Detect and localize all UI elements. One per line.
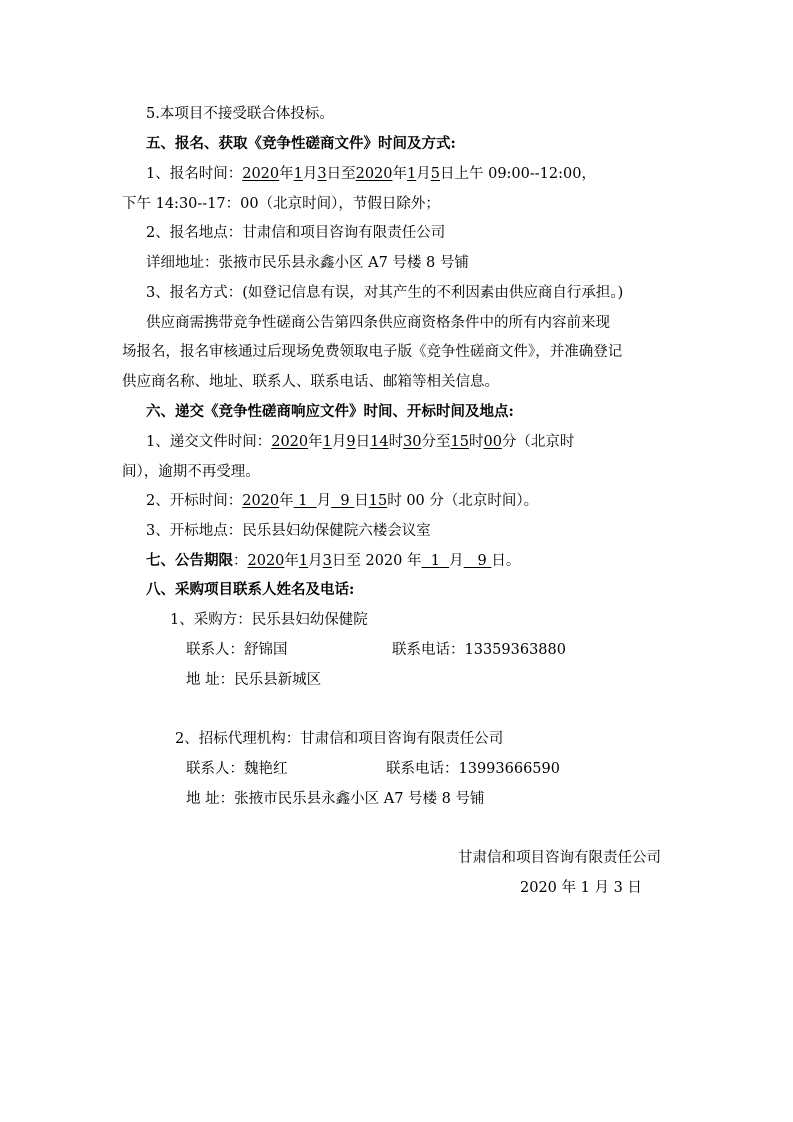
signature-company: 甘肃信和项目咨询有限责任公司 bbox=[458, 850, 661, 866]
reg-start-year: 2020 bbox=[242, 166, 280, 182]
submission-time-line bbox=[146, 432, 574, 452]
announcement-period-line bbox=[146, 551, 520, 571]
hour-char: 时 bbox=[388, 434, 404, 450]
open-month: 1 bbox=[298, 493, 308, 509]
reg-morning-hours: 日上午 09:00--12:00， bbox=[439, 166, 596, 182]
registration-method: 3、报名方式：(如登记信息有误，对其产生的不利因素由供应商自行承担。) bbox=[146, 285, 624, 301]
month-char: 月 bbox=[331, 434, 347, 450]
period-start-year: 2020 bbox=[247, 553, 285, 569]
hour-char: 时 bbox=[468, 434, 484, 450]
registration-time-label: 1、报名时间： bbox=[146, 166, 243, 182]
period-end-month: 1 bbox=[430, 553, 440, 569]
year-char: 年 bbox=[284, 553, 299, 569]
month-char: 月 bbox=[302, 166, 318, 182]
agent-line: 2、招标代理机构：甘肃信和项目咨询有限责任公司 bbox=[175, 731, 504, 747]
day-end-char: 日。 bbox=[491, 553, 521, 569]
agent-address: 地 址：张掖市民乐县永鑫小区 A7 号楼 8 号铺 bbox=[186, 791, 485, 807]
day-char: 日 bbox=[355, 434, 371, 450]
submission-note: 间），逾期不再受理。 bbox=[122, 464, 260, 480]
registration-address: 详细地址：张掖市民乐县永鑫小区 A7 号楼 8 号铺 bbox=[146, 255, 469, 271]
section-6-heading: 六、递交《竞争性磋商响应文件》时间、开标时间及地点: bbox=[146, 403, 514, 420]
submit-month: 1 bbox=[322, 434, 332, 450]
submit-end-hour: 15 bbox=[450, 434, 469, 450]
year-char: 年 bbox=[279, 166, 294, 182]
submit-year: 2020 bbox=[271, 434, 309, 450]
registration-time-line bbox=[146, 164, 596, 184]
registration-paragraph-line-2: 场报名，报名审核通过后现场免费领取电子版《竞争性磋商文件》，并准确登记 bbox=[122, 344, 623, 360]
day-to-char: 日至 bbox=[326, 166, 356, 182]
reg-end-day: 5 bbox=[430, 166, 440, 182]
opening-time-line bbox=[146, 491, 538, 511]
reg-end-year: 2020 bbox=[355, 166, 393, 182]
open-year: 2020 bbox=[242, 493, 280, 509]
signature-date: 2020 年 1 月 3 日 bbox=[520, 880, 642, 896]
month-char: 月 bbox=[416, 166, 431, 182]
period-end-day: 9 bbox=[477, 553, 487, 569]
opening-time-label: 2、开标时间： bbox=[146, 493, 243, 509]
opening-time-rest: 时 00 分（北京时间）。 bbox=[387, 493, 539, 509]
agent-contact-phone: 联系电话：13993666590 bbox=[386, 761, 560, 777]
month-char: 月 bbox=[449, 553, 464, 569]
submit-end-minute: 00 bbox=[483, 434, 502, 450]
open-day: 9 bbox=[340, 493, 350, 509]
buyer-address: 地 址：民乐县新城区 bbox=[186, 672, 322, 688]
year-char: 年 bbox=[392, 166, 408, 182]
registration-paragraph-line-3: 供应商名称、地址、联系人、联系电话、邮箱等相关信息。 bbox=[122, 374, 499, 390]
buyer-contact-phone: 联系电话：13359363880 bbox=[392, 642, 566, 658]
year-char: 年 bbox=[279, 493, 294, 509]
section-8-heading: 八、采购项目联系人姓名及电话: bbox=[146, 581, 355, 598]
year-char: 年 bbox=[308, 434, 323, 450]
section-5-heading: 五、报名、获取《竞争性磋商文件》时间及方式: bbox=[146, 135, 456, 152]
open-hour: 15 bbox=[368, 493, 388, 509]
minute-to-char: 分至 bbox=[421, 434, 451, 450]
registration-place: 2、报名地点：甘肃信和项目咨询有限责任公司 bbox=[146, 225, 446, 241]
period-start-month: 1 bbox=[298, 553, 309, 569]
month-char: 月 bbox=[316, 493, 332, 509]
minute-char: 分（北京时 bbox=[501, 434, 575, 450]
submit-day: 9 bbox=[346, 434, 356, 450]
period-start-day: 3 bbox=[322, 553, 332, 569]
item-5-text: 5.本项目不接受联合体投标。 bbox=[146, 106, 334, 122]
month-char: 月 bbox=[308, 553, 323, 569]
agent-contact-person: 联系人：魏艳红 bbox=[186, 761, 288, 777]
colon: ： bbox=[233, 553, 248, 569]
day-char: 日 bbox=[354, 493, 369, 509]
opening-place: 3、开标地点：民乐县妇幼保健院六楼会议室 bbox=[146, 523, 431, 539]
section-7-heading: 七、公告期限 bbox=[146, 552, 233, 569]
submission-time-label: 1、递交文件时间： bbox=[146, 434, 272, 450]
reg-start-day: 3 bbox=[317, 166, 327, 182]
registration-afternoon-hours: 下午 14:30--17：00（北京时间），节假日除外； bbox=[122, 196, 440, 212]
buyer-line: 1、采购方：民乐县妇幼保健院 bbox=[170, 612, 368, 628]
reg-end-month: 1 bbox=[407, 166, 417, 182]
buyer-contact-person: 联系人：舒锦国 bbox=[186, 642, 288, 658]
submit-hour: 14 bbox=[370, 434, 389, 450]
reg-start-month: 1 bbox=[293, 166, 303, 182]
registration-paragraph-line-1: 供应商需携带竞争性磋商公告第四条供应商资格条件中的所有内容前来现 bbox=[146, 315, 610, 331]
period-to-text: 日至 2020 年 bbox=[331, 553, 422, 569]
submit-minute: 30 bbox=[403, 434, 422, 450]
